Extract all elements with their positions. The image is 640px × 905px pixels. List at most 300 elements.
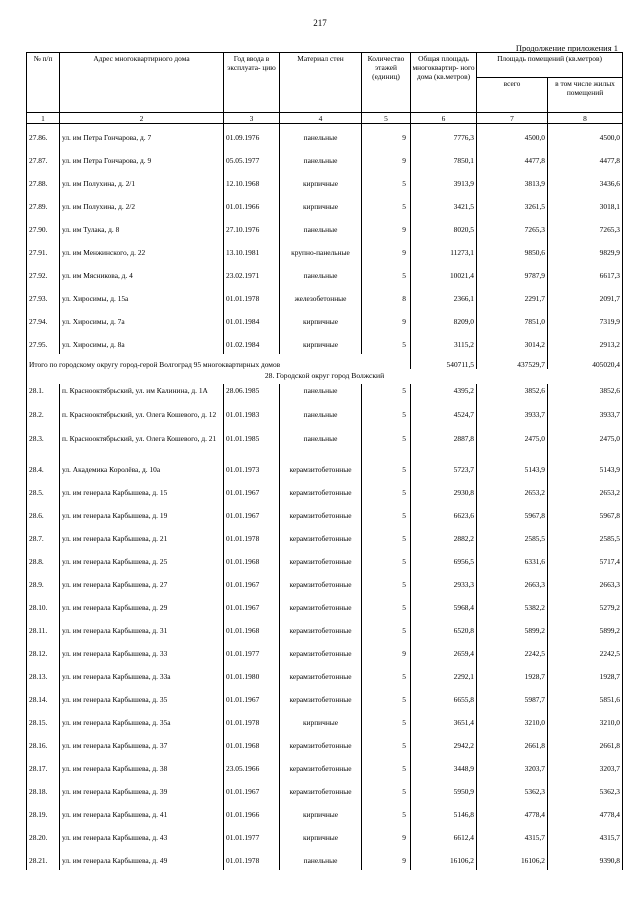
column-number: 1 — [27, 113, 60, 124]
row-number: 28.1. — [27, 384, 60, 408]
living-area: 9390,8 — [548, 847, 623, 870]
table-row — [27, 147, 623, 170]
row-number: 28.21. — [27, 847, 60, 870]
address: ул. им генерала Карбышева, д. 35а — [60, 709, 224, 732]
living-area-sum: 405020,4 — [548, 354, 623, 369]
living-area: 4500,0 — [548, 124, 623, 147]
row-number: 28.20. — [27, 824, 60, 847]
total-area: 7776,3 — [411, 124, 477, 147]
floors: 5 — [362, 709, 411, 732]
commission-year: 01.01.1980 — [224, 663, 280, 686]
row-number: 27.95. — [27, 331, 60, 354]
living-area: 6617,3 — [548, 262, 623, 285]
premises-area: 9850,6 — [477, 239, 548, 262]
column-number: 3 — [224, 113, 280, 124]
header-year: Год ввода в эксплуата- цию — [224, 53, 280, 113]
address: ул. им генерала Карбышева, д. 49 — [60, 847, 224, 870]
floors: 9 — [362, 308, 411, 331]
commission-year: 01.01.1973 — [224, 456, 280, 479]
table-row — [27, 755, 623, 778]
address: ул. им генерала Карбышева, д. 33а — [60, 663, 224, 686]
wall-material: кирпичные — [280, 801, 362, 824]
total-area: 4524,7 — [411, 408, 477, 432]
address: ул. им генерала Карбышева, д. 31 — [60, 617, 224, 640]
living-area: 5967,8 — [548, 502, 623, 525]
total-area: 5723,7 — [411, 456, 477, 479]
commission-year: 01.01.1978 — [224, 847, 280, 870]
floors: 5 — [362, 384, 411, 408]
total-area: 6520,8 — [411, 617, 477, 640]
address: п. Краснооктябрьский, ул. им Калинина, д. 1А — [60, 384, 224, 408]
floors: 5 — [362, 456, 411, 479]
floors: 5 — [362, 170, 411, 193]
premises-area: 16106,2 — [477, 847, 548, 870]
table-row — [27, 525, 623, 548]
row-number: 27.92. — [27, 262, 60, 285]
living-area: 9829,9 — [548, 239, 623, 262]
living-area: 2585,5 — [548, 525, 623, 548]
living-area: 2091,7 — [548, 285, 623, 308]
table-row — [27, 686, 623, 709]
living-area: 5899,2 — [548, 617, 623, 640]
floors: 5 — [362, 732, 411, 755]
floors: 5 — [362, 594, 411, 617]
address: ул. им Мясникова, д. 4 — [60, 262, 224, 285]
living-area: 5851,6 — [548, 686, 623, 709]
floors: 5 — [362, 331, 411, 354]
table-row — [27, 709, 623, 732]
commission-year: 01.09.1976 — [224, 124, 280, 147]
table-row — [27, 663, 623, 686]
table-row — [27, 502, 623, 525]
row-number: 28.4. — [27, 456, 60, 479]
header-wall-material: Материал стен — [280, 53, 362, 113]
commission-year: 01.02.1984 — [224, 331, 280, 354]
table-row — [27, 732, 623, 755]
wall-material: керамзитобетонные — [280, 548, 362, 571]
table-row — [27, 216, 623, 239]
premises-area: 4477,8 — [477, 147, 548, 170]
table-row — [27, 170, 623, 193]
address: ул. им генерала Карбышева, д. 15 — [60, 479, 224, 502]
address: ул. им генерала Карбышева, д. 39 — [60, 778, 224, 801]
floors: 9 — [362, 640, 411, 663]
table-row — [27, 331, 623, 354]
table-row — [27, 617, 623, 640]
row-number: 28.6. — [27, 502, 60, 525]
total-area: 6956,5 — [411, 548, 477, 571]
header-premises-all: всего — [477, 78, 548, 113]
address: ул. им генерала Карбышева, д. 25 — [60, 548, 224, 571]
row-number: 28.3. — [27, 432, 60, 456]
living-area: 2653,2 — [548, 479, 623, 502]
address: ул. Академика Королёва, д. 10а — [60, 456, 224, 479]
premises-area: 2242,5 — [477, 640, 548, 663]
commission-year: 28.06.1985 — [224, 384, 280, 408]
commission-year: 01.01.1968 — [224, 732, 280, 755]
commission-year: 01.01.1968 — [224, 617, 280, 640]
total-area: 2882,2 — [411, 525, 477, 548]
living-area: 3933,7 — [548, 408, 623, 432]
living-area: 3210,0 — [548, 709, 623, 732]
living-area: 1928,7 — [548, 663, 623, 686]
row-number: 27.94. — [27, 308, 60, 331]
row-number: 28.5. — [27, 479, 60, 502]
commission-year: 01.01.1978 — [224, 285, 280, 308]
wall-material: керамзитобетонные — [280, 617, 362, 640]
header-address: Адрес многоквартирного дома — [60, 53, 224, 113]
total-area: 10021,4 — [411, 262, 477, 285]
table-row — [27, 479, 623, 502]
address: ул. им генерала Карбышева, д. 21 — [60, 525, 224, 548]
wall-material: панельные — [280, 384, 362, 408]
commission-year: 01.01.1977 — [224, 640, 280, 663]
premises-area: 3261,5 — [477, 193, 548, 216]
total-area: 16106,2 — [411, 847, 477, 870]
header-total-area: Общая площадь многоквартир- ного дома (кв.метров) — [411, 53, 477, 113]
column-number: 5 — [362, 113, 411, 124]
wall-material: кирпичные — [280, 193, 362, 216]
floors: 5 — [362, 571, 411, 594]
total-area: 6655,8 — [411, 686, 477, 709]
floors: 9 — [362, 147, 411, 170]
address: ул. им генерала Карбышева, д. 38 — [60, 755, 224, 778]
wall-material: крупно-панельные — [280, 239, 362, 262]
table-row — [27, 456, 623, 479]
living-area: 5279,2 — [548, 594, 623, 617]
living-area: 5717,4 — [548, 548, 623, 571]
page-number: 217 — [313, 18, 327, 28]
commission-year: 01.01.1977 — [224, 824, 280, 847]
address: ул. им генерала Карбышева, д. 37 — [60, 732, 224, 755]
living-area: 2663,3 — [548, 571, 623, 594]
row-number: 28.12. — [27, 640, 60, 663]
address: ул. им генерала Карбышева, д. 43 — [60, 824, 224, 847]
row-number: 28.14. — [27, 686, 60, 709]
wall-material: керамзитобетонные — [280, 663, 362, 686]
total-row — [27, 354, 623, 369]
living-area: 2913,2 — [548, 331, 623, 354]
wall-material: кирпичные — [280, 170, 362, 193]
premises-area-sum: 437529,7 — [477, 354, 548, 369]
commission-year: 01.01.1983 — [224, 408, 280, 432]
floors: 5 — [362, 548, 411, 571]
premises-area: 7851,0 — [477, 308, 548, 331]
table-row — [27, 432, 623, 456]
premises-area: 4315,7 — [477, 824, 548, 847]
address: ул. им генерала Карбышева, д. 19 — [60, 502, 224, 525]
total-label: Итого по городскому округу город-герой Волгоград 95 многоквартирных домов — [27, 354, 411, 369]
commission-year: 23.05.1966 — [224, 755, 280, 778]
living-area: 2242,5 — [548, 640, 623, 663]
address: ул. им генерала Карбышева, д. 29 — [60, 594, 224, 617]
column-number: 4 — [280, 113, 362, 124]
premises-area: 4778,4 — [477, 801, 548, 824]
total-area: 3651,4 — [411, 709, 477, 732]
wall-material: керамзитобетонные — [280, 732, 362, 755]
row-number: 28.7. — [27, 525, 60, 548]
floors: 9 — [362, 824, 411, 847]
wall-material: кирпичные — [280, 331, 362, 354]
header-premises-area: Площадь помещений (кв.метров) — [477, 53, 623, 78]
total-area: 6623,6 — [411, 502, 477, 525]
table-row — [27, 239, 623, 262]
commission-year: 01.01.1966 — [224, 193, 280, 216]
wall-material: железобетонные — [280, 285, 362, 308]
premises-area: 5143,9 — [477, 456, 548, 479]
floors: 5 — [362, 617, 411, 640]
continuation-note: Продолжение приложения 1 — [515, 43, 618, 53]
address: ул. Хиросимы, д. 8а — [60, 331, 224, 354]
commission-year: 01.01.1978 — [224, 525, 280, 548]
column-number: 6 — [411, 113, 477, 124]
address: ул. им Полухина, д. 2/1 — [60, 170, 224, 193]
table-row — [27, 285, 623, 308]
row-number: 28.11. — [27, 617, 60, 640]
wall-material: керамзитобетонные — [280, 686, 362, 709]
total-area: 6612,4 — [411, 824, 477, 847]
table-row — [27, 408, 623, 432]
table-row — [27, 548, 623, 571]
premises-area: 5987,7 — [477, 686, 548, 709]
wall-material: кирпичные — [280, 308, 362, 331]
address: ул. им генерала Карбышева, д. 41 — [60, 801, 224, 824]
row-number: 27.90. — [27, 216, 60, 239]
wall-material: панельные — [280, 847, 362, 870]
table-row — [27, 571, 623, 594]
living-area: 4477,8 — [548, 147, 623, 170]
floors: 5 — [362, 502, 411, 525]
table-row — [27, 778, 623, 801]
table-row — [27, 308, 623, 331]
table-row — [27, 640, 623, 663]
wall-material: керамзитобетонные — [280, 502, 362, 525]
total-area-sum: 540711,5 — [411, 354, 477, 369]
wall-material: кирпичные — [280, 709, 362, 732]
total-area: 5950,9 — [411, 778, 477, 801]
premises-area: 5362,3 — [477, 778, 548, 801]
row-number: 28.8. — [27, 548, 60, 571]
total-area: 2930,8 — [411, 479, 477, 502]
living-area: 4778,4 — [548, 801, 623, 824]
total-area: 2933,3 — [411, 571, 477, 594]
floors: 5 — [362, 778, 411, 801]
address: ул. им Полухина, д. 2/2 — [60, 193, 224, 216]
living-area: 3018,1 — [548, 193, 623, 216]
table-row — [27, 124, 623, 147]
row-number: 28.10. — [27, 594, 60, 617]
living-area: 3203,7 — [548, 755, 623, 778]
row-number: 28.9. — [27, 571, 60, 594]
wall-material: панельные — [280, 262, 362, 285]
premises-area: 2475,0 — [477, 432, 548, 456]
address: ул. им Тулака, д. 8 — [60, 216, 224, 239]
row-number: 27.88. — [27, 170, 60, 193]
wall-material: керамзитобетонные — [280, 479, 362, 502]
commission-year: 01.01.1967 — [224, 686, 280, 709]
premises-area: 5382,2 — [477, 594, 548, 617]
header-number: № п/п — [27, 53, 60, 113]
section-title: 28. Городской округ город Волжский — [27, 369, 623, 384]
commission-year: 05.05.1977 — [224, 147, 280, 170]
total-area: 5968,4 — [411, 594, 477, 617]
premises-area: 5899,2 — [477, 617, 548, 640]
wall-material: керамзитобетонные — [280, 778, 362, 801]
table-row — [27, 193, 623, 216]
commission-year: 01.01.1967 — [224, 571, 280, 594]
address: ул. им Петра Гончарова, д. 9 — [60, 147, 224, 170]
living-area: 2475,0 — [548, 432, 623, 456]
column-number: 2 — [60, 113, 224, 124]
commission-year: 01.01.1967 — [224, 479, 280, 502]
row-number: 28.13. — [27, 663, 60, 686]
commission-year: 13.10.1981 — [224, 239, 280, 262]
wall-material: керамзитобетонные — [280, 755, 362, 778]
wall-material: панельные — [280, 432, 362, 456]
row-number: 28.15. — [27, 709, 60, 732]
row-number: 27.87. — [27, 147, 60, 170]
wall-material: панельные — [280, 408, 362, 432]
wall-material: керамзитобетонные — [280, 594, 362, 617]
premises-area: 2663,3 — [477, 571, 548, 594]
commission-year: 23.02.1971 — [224, 262, 280, 285]
total-area: 3448,9 — [411, 755, 477, 778]
living-area: 3436,6 — [548, 170, 623, 193]
premises-area: 1928,7 — [477, 663, 548, 686]
floors: 5 — [362, 663, 411, 686]
address: ул. им Петра Гончарова, д. 7 — [60, 124, 224, 147]
premises-area: 3813,9 — [477, 170, 548, 193]
living-area: 5362,3 — [548, 778, 623, 801]
address: ул. Хиросимы, д. 15а — [60, 285, 224, 308]
housing-register-table — [26, 52, 623, 870]
premises-area: 2291,7 — [477, 285, 548, 308]
total-area: 11273,1 — [411, 239, 477, 262]
premises-area: 3933,7 — [477, 408, 548, 432]
wall-material: панельные — [280, 124, 362, 147]
address: ул. им генерала Карбышева, д. 27 — [60, 571, 224, 594]
living-area: 3852,6 — [548, 384, 623, 408]
commission-year: 12.10.1968 — [224, 170, 280, 193]
premises-area: 2585,5 — [477, 525, 548, 548]
total-area: 8020,5 — [411, 216, 477, 239]
floors: 5 — [362, 755, 411, 778]
header-floors: Количество этажей (единиц) — [362, 53, 411, 113]
premises-area: 2661,8 — [477, 732, 548, 755]
total-area: 4395,2 — [411, 384, 477, 408]
wall-material: керамзитобетонные — [280, 525, 362, 548]
total-area: 2887,8 — [411, 432, 477, 456]
wall-material: кирпичные — [280, 824, 362, 847]
commission-year: 27.10.1976 — [224, 216, 280, 239]
floors: 9 — [362, 239, 411, 262]
row-number: 28.17. — [27, 755, 60, 778]
commission-year: 01.01.1967 — [224, 594, 280, 617]
row-number: 27.89. — [27, 193, 60, 216]
premises-area: 4500,0 — [477, 124, 548, 147]
floors: 5 — [362, 525, 411, 548]
address: п. Краснооктябрьский, ул. Олега Кошевого, д. 21 — [60, 432, 224, 456]
floors: 9 — [362, 124, 411, 147]
table-row — [27, 594, 623, 617]
table-row — [27, 384, 623, 408]
table-row — [27, 847, 623, 870]
living-area: 7319,9 — [548, 308, 623, 331]
total-area: 2292,1 — [411, 663, 477, 686]
premises-area: 2653,2 — [477, 479, 548, 502]
row-number: 27.93. — [27, 285, 60, 308]
column-number: 8 — [548, 113, 623, 124]
premises-area: 6331,6 — [477, 548, 548, 571]
floors: 5 — [362, 801, 411, 824]
premises-area: 5967,8 — [477, 502, 548, 525]
commission-year: 01.01.1984 — [224, 308, 280, 331]
header-premises-living: в том числе жилых помещений — [548, 78, 623, 113]
commission-year: 01.01.1967 — [224, 502, 280, 525]
living-area: 7265,3 — [548, 216, 623, 239]
address: ул. Хиросимы, д. 7а — [60, 308, 224, 331]
address: ул. им генерала Карбышева, д. 35 — [60, 686, 224, 709]
premises-area: 3014,2 — [477, 331, 548, 354]
living-area: 2661,8 — [548, 732, 623, 755]
total-area: 5146,8 — [411, 801, 477, 824]
total-area: 3913,9 — [411, 170, 477, 193]
wall-material: керамзитобетонные — [280, 571, 362, 594]
total-area: 2659,4 — [411, 640, 477, 663]
address: ул. им Менжинского, д. 22 — [60, 239, 224, 262]
floors: 5 — [362, 408, 411, 432]
total-area: 7850,1 — [411, 147, 477, 170]
total-area: 3115,2 — [411, 331, 477, 354]
premises-area: 3210,0 — [477, 709, 548, 732]
floors: 9 — [362, 847, 411, 870]
table-row — [27, 801, 623, 824]
column-number: 7 — [477, 113, 548, 124]
floors: 5 — [362, 432, 411, 456]
total-area: 8209,0 — [411, 308, 477, 331]
wall-material: керамзитобетонные — [280, 640, 362, 663]
wall-material: панельные — [280, 147, 362, 170]
row-number: 28.18. — [27, 778, 60, 801]
premises-area: 3203,7 — [477, 755, 548, 778]
wall-material: керамзитобетонные — [280, 456, 362, 479]
floors: 5 — [362, 262, 411, 285]
row-number: 28.19. — [27, 801, 60, 824]
table-row — [27, 824, 623, 847]
premises-area: 9787,9 — [477, 262, 548, 285]
commission-year: 01.01.1967 — [224, 778, 280, 801]
total-area: 3421,5 — [411, 193, 477, 216]
commission-year: 01.01.1968 — [224, 548, 280, 571]
floors: 5 — [362, 686, 411, 709]
row-number: 27.86. — [27, 124, 60, 147]
living-area: 5143,9 — [548, 456, 623, 479]
commission-year: 01.01.1985 — [224, 432, 280, 456]
living-area: 4315,7 — [548, 824, 623, 847]
row-number: 27.91. — [27, 239, 60, 262]
table-row — [27, 262, 623, 285]
floors: 5 — [362, 193, 411, 216]
commission-year: 01.01.1978 — [224, 709, 280, 732]
total-area: 2366,1 — [411, 285, 477, 308]
premises-area: 3852,6 — [477, 384, 548, 408]
commission-year: 01.01.1966 — [224, 801, 280, 824]
row-number: 28.2. — [27, 408, 60, 432]
address: п. Краснооктябрьский, ул. Олега Кошевого, д. 12 — [60, 408, 224, 432]
floors: 9 — [362, 216, 411, 239]
address: ул. им генерала Карбышева, д. 33 — [60, 640, 224, 663]
total-area: 2942,2 — [411, 732, 477, 755]
